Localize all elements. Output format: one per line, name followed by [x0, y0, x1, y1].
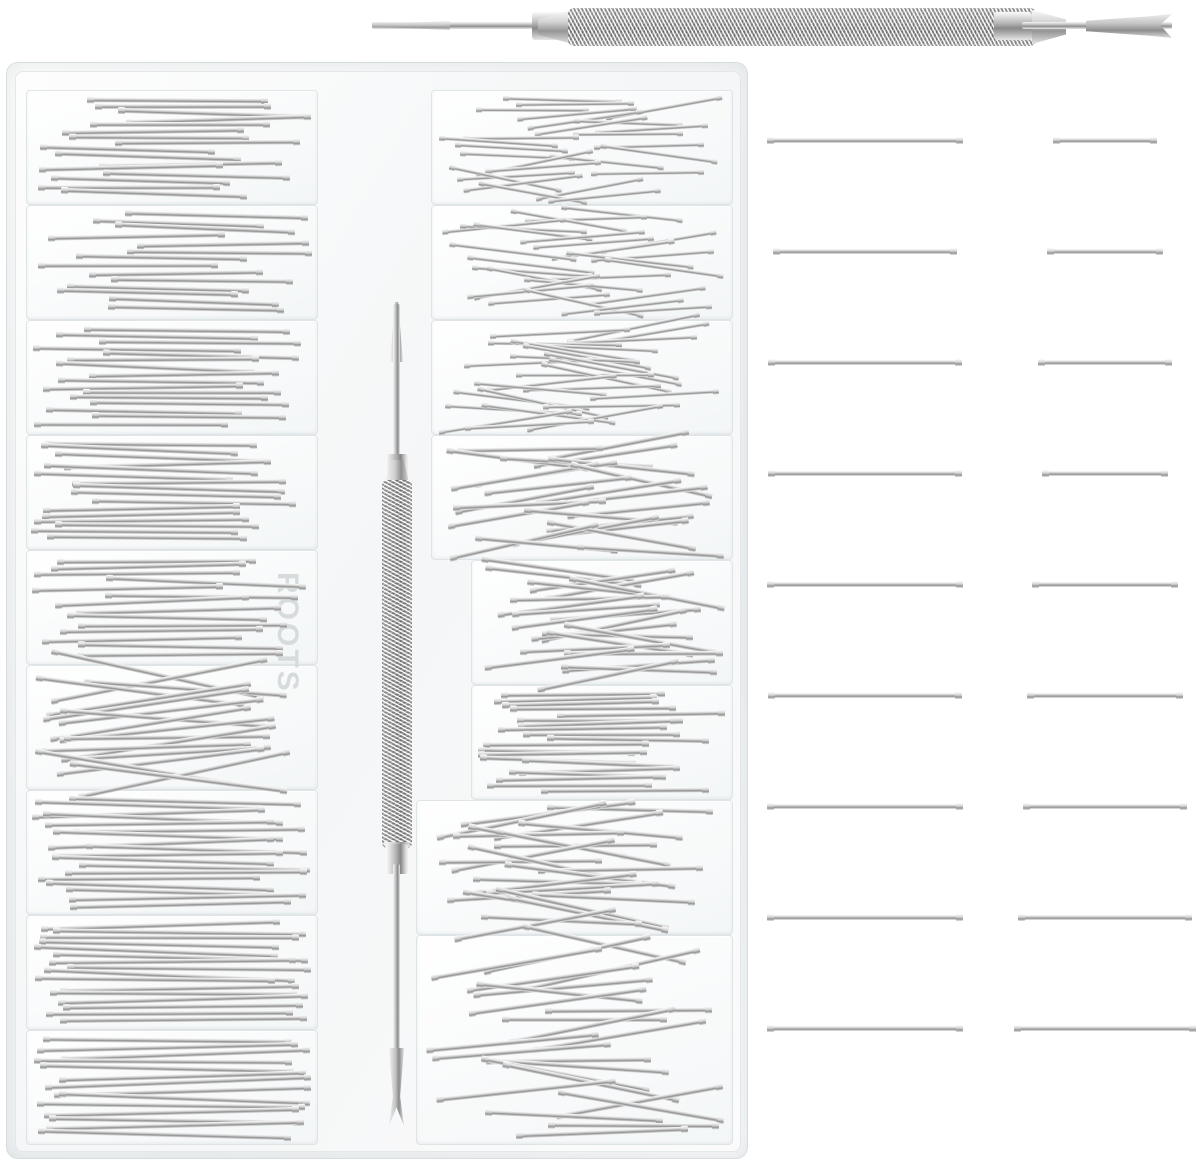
sample-spring-bar: [1041, 360, 1169, 365]
spring-bar-pin: [80, 651, 280, 658]
spring-bar-tool-in-case: [368, 304, 422, 1124]
sample-spring-bar: [1035, 582, 1175, 587]
sample-spring-bar: [770, 804, 960, 809]
case-inner-tray: [15, 71, 741, 1152]
forked-tip-icon: [1086, 14, 1172, 38]
sample-spring-bar: [770, 582, 960, 587]
sample-spring-bar: [771, 693, 959, 698]
spring-bar-pin: [68, 869, 304, 875]
spring-bar-pin: [38, 976, 272, 984]
spring-bar-pin: [41, 263, 215, 268]
spring-bar-pin: [102, 339, 298, 346]
sample-spring-bar: [1021, 915, 1189, 920]
spring-bar-pin: [513, 705, 673, 711]
mid-tool-shaft-top: [393, 304, 400, 474]
spring-bar-pin: [37, 421, 225, 426]
spring-bar-pin: [63, 1016, 304, 1023]
sample-spring-bar: [1050, 249, 1160, 254]
mid-tool-shaft-bottom: [393, 864, 400, 1054]
sample-spring-bar: [770, 138, 960, 143]
spring-bar-pin: [544, 788, 706, 794]
spring-bar-pin: [551, 1123, 716, 1129]
sample-spring-bar: [1017, 1026, 1193, 1031]
organizer-case: [6, 62, 748, 1159]
spring-bar-pin: [63, 627, 260, 634]
spring-bar-tool-top: [372, 2, 1172, 54]
spring-bar-pin: [519, 1127, 685, 1139]
spring-bar-pin: [140, 240, 306, 248]
sample-spring-bar: [776, 249, 954, 254]
spring-bar-pin: [457, 907, 614, 941]
spring-bar-pin: [90, 98, 265, 104]
spring-bar-pin: [576, 132, 680, 137]
spring-bar-pin: [81, 642, 280, 651]
spring-bar-pin: [95, 413, 283, 420]
spring-bar-pin: [593, 390, 716, 401]
sample-spring-bar: [1056, 138, 1154, 143]
loose-spring-bars: [760, 120, 1190, 1120]
spring-bar-pin: [118, 139, 297, 145]
spring-bar-pin: [37, 570, 237, 577]
spring-bar-pin: [50, 232, 221, 240]
mid-tool-knurled-handle: [382, 480, 412, 848]
mid-tool-forked-tip-icon: [389, 1048, 404, 1126]
sample-spring-bar: [1026, 804, 1184, 809]
sample-spring-bar: [771, 360, 959, 365]
sample-spring-bar: [770, 1026, 960, 1031]
spring-bar-pin: [50, 534, 244, 541]
sample-spring-bar: [1030, 693, 1180, 698]
spring-bar-pin: [594, 170, 701, 176]
spring-bar-pin: [41, 1128, 288, 1140]
spring-bar-pin: [486, 741, 646, 747]
tool-knurled-handle: [568, 8, 1036, 46]
sample-spring-bar: [770, 915, 960, 920]
spring-bar-pin: [128, 211, 306, 221]
spring-bar-pin: [35, 584, 220, 593]
spring-bar-pin: [519, 101, 631, 106]
sample-spring-bar: [1045, 471, 1165, 476]
spring-bar-pin: [548, 1008, 709, 1014]
spring-bar-pin: [70, 613, 264, 622]
spring-bar-pin: [93, 400, 286, 407]
spring-bar-pin: [114, 277, 290, 284]
sample-spring-bar: [771, 471, 959, 476]
